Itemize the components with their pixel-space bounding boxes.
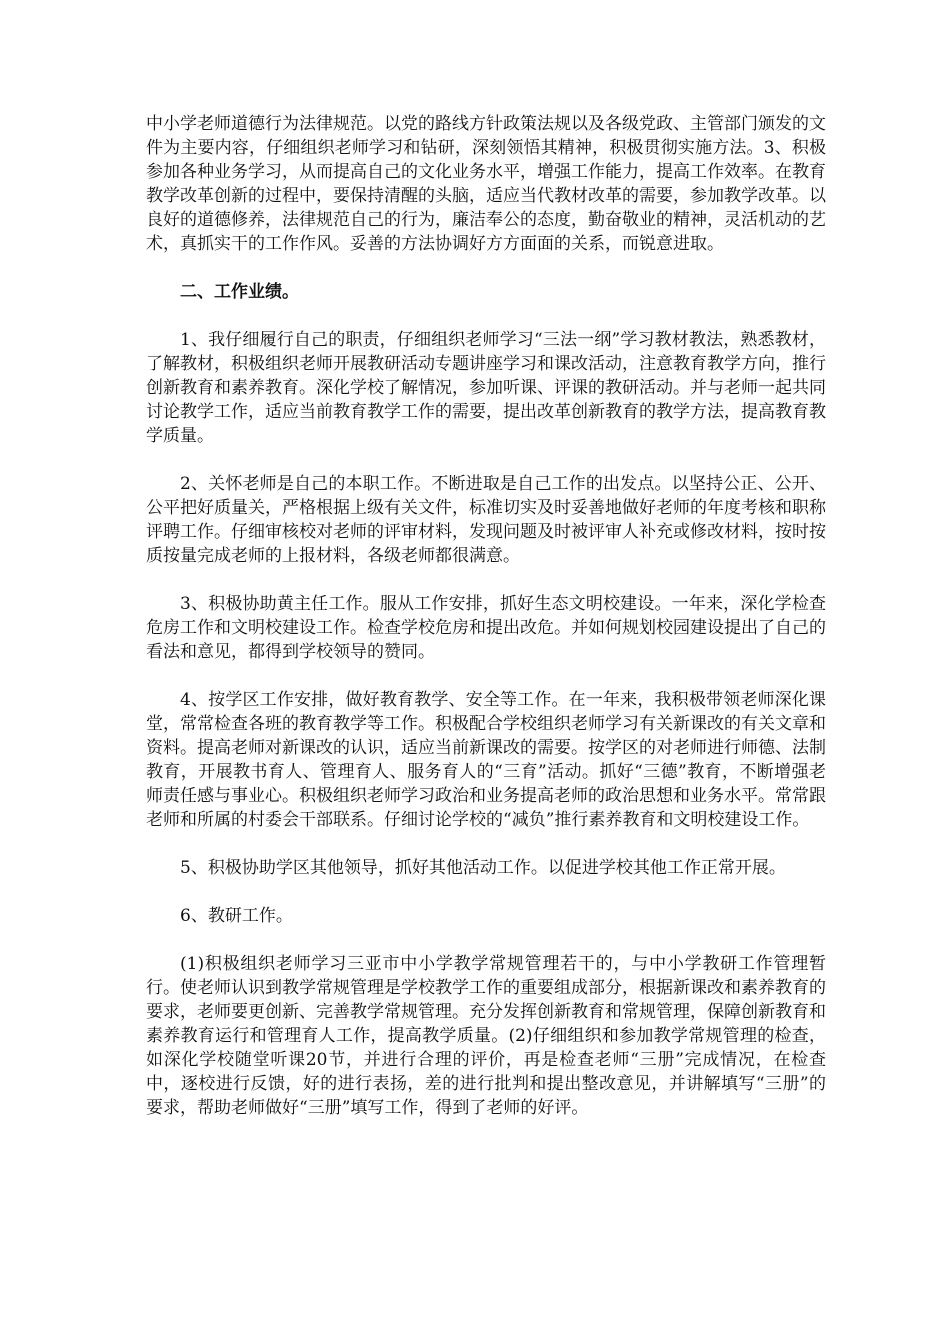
paragraph-3: 3、积极协助黄主任工作。服从工作安排，抓好生态文明校建设。一年来，深化学检查危房工作和文明校建设工作。检查学校危房和提出改危。并如何规划校园建设提出了自己的看法和意见，都得到学校领导的赞同。: [146, 594, 826, 662]
paragraph-5: 5、积极协助学区其他领导，抓好其他活动工作。以促进学校其他工作正常开展。: [180, 858, 786, 878]
section-heading: 二、工作业绩。: [180, 282, 299, 302]
paragraph-6: 6、教研工作。: [180, 906, 293, 926]
document-body: [146, 112, 826, 1144]
paragraph-7: (1)积极组织老师学习三亚市中小学教学常规管理若干的，与中小学教研工作管理暂行。使老师认识到教学常规管理是学校教学工作的重要组成部分，根据新课改和素养教育的要求，老师要更创新、完善教学常规管理。充分发挥创新教育和常规管理，保障创新教育和素养教育运行和管理育人工作，提高教学质量。(2)仔细组织和参加教学常规管理的检查，如深化学校随堂听课20节，并进行合理的评价，再是检查老师“三册”完成情况，在检查中，逐校进行反馈，好的进行表扬，差的进行批判和提出整改意见，并讲解填写“三册”的要求，帮助老师做好“三册”填写工作，得到了老师的好评。: [146, 954, 826, 1118]
paragraph-4: 4、按学区工作安排，做好教育教学、安全等工作。在一年来，我积极带领老师深化课堂，常常检查各班的教育教学等工作。积极配合学校组织老师学习有关新课改的有关文章和资料。提高老师对新课改的认识，适应当前新课改的需要。按学区的对老师进行师德、法制教育，开展教书育人、管理育人、服务育人的“三育”活动。抓好“三德”教育，不断增强老师责任感与事业心。积极组织老师学习政治和业务提高老师的政治思想和业务水平。常常跟老师和所属的村委会干部联系。仔细讨论学校的“减负”推行素养教育和文明校建设工作。: [146, 690, 826, 830]
intro-paragraph: 中小学老师道德行为法律规范。以党的路线方针政策法规以及各级党政、主管部门颁发的文件为主要内容，仔细组织老师学习和钻研，深刻领悟其精神，积极贯彻实施方法。3、积极参加各种业务学习，从而提高自己的文化业务水平，增强工作能力，提高工作效率。在教育教学改革创新的过程中，要保持清醒的头脑，适应当代教材改革的需要，参加教学改革。以良好的道德修养，法律规范自己的行为，廉洁奉公的态度，勤奋敬业的精神，灵活机动的艺术，真抓实干的工作作风。妥善的方法协调好方方面面的关系，而锐意进取。: [146, 114, 826, 254]
paragraph-1: 1、我仔细履行自己的职责，仔细组织老师学习“三法一纲”学习教材教法，熟悉教材，了解教材，积极组织老师开展教研活动专题讲座学习和课改活动，注意教育教学方向，推行创新教育和素养教育。深化学校了解情况，参加听课、评课的教研活动。并与老师一起共同讨论教学工作，适应当前教育教学工作的需要，提出改革创新教育的教学方法，提高教育教学质量。: [146, 330, 826, 446]
paragraph-2: 2、关怀老师是自己的本职工作。不断进取是自己工作的出发点。以坚持公正、公开、公平把好质量关，严格根据上级有关文件，标准切实及时妥善地做好老师的年度考核和职称评聘工作。仔细审核校对老师的评审材料，发现问题及时被评审人补充或修改材料，按时按质按量完成老师的上报材料，各级老师都很满意。: [146, 474, 826, 566]
